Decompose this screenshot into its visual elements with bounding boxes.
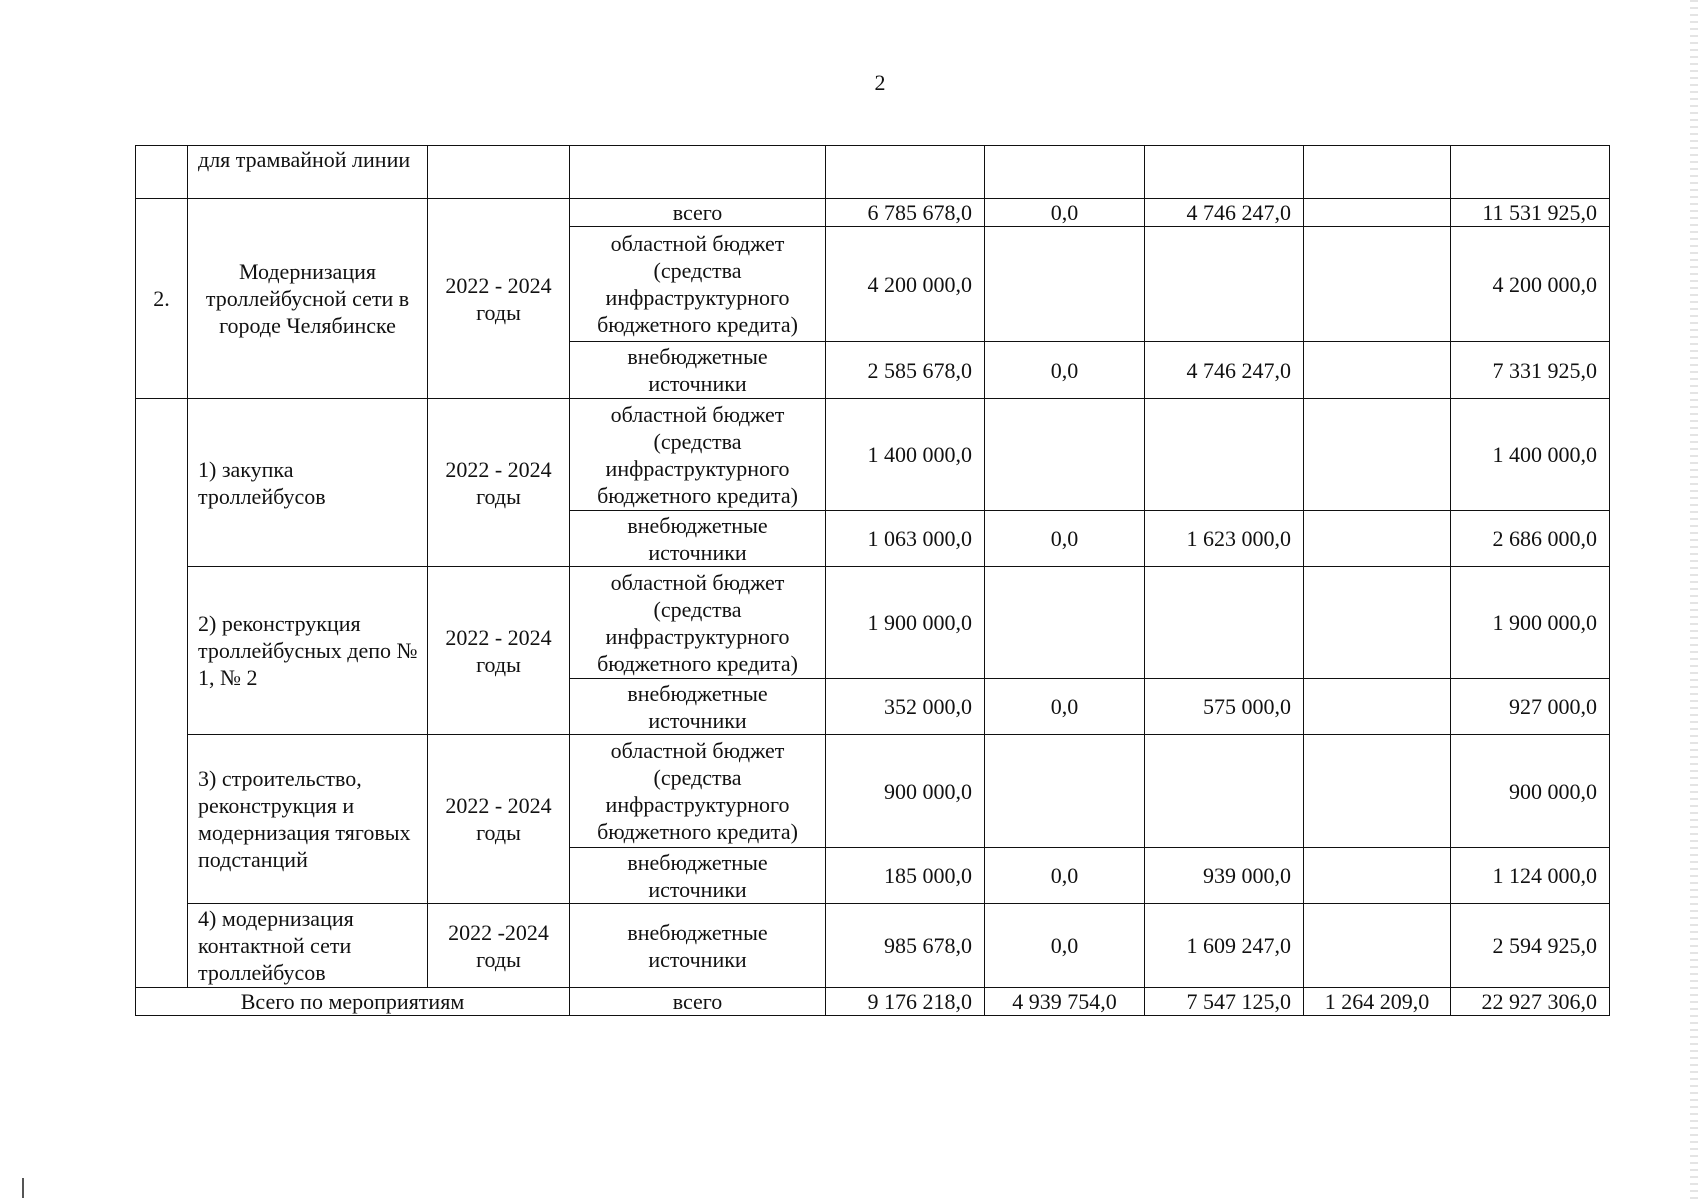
cell-value: 1 063 000,0 xyxy=(826,511,985,567)
cell-value: 6 785 678,0 xyxy=(826,199,985,227)
cell-total: 927 000,0 xyxy=(1451,679,1610,735)
cell-value: 1 400 000,0 xyxy=(826,399,985,511)
cell-value: 985 678,0 xyxy=(826,904,985,988)
cell-source: внебюджетные источники xyxy=(570,904,826,988)
cell-source: внебюджетные источники xyxy=(570,511,826,567)
cell-value xyxy=(1145,399,1304,511)
cell-value: 4 200 000,0 xyxy=(826,227,985,342)
cell-value: 0,0 xyxy=(985,679,1145,735)
page-number: 2 xyxy=(874,70,886,95)
cell-source: областной бюджет (средства инфраструктурного бюджетного кредита) xyxy=(570,399,826,511)
cell-event-name: Модернизация троллейбусной сети в городе Челябинске xyxy=(188,199,428,399)
table-row xyxy=(136,399,1610,511)
cell-event-name: 3) строительство, реконструкция и модернизация тяговых подстанций xyxy=(188,735,428,904)
cell-value: 9 176 218,0 xyxy=(826,988,985,1016)
cell-source: всего xyxy=(570,988,826,1016)
cell-number xyxy=(136,399,188,567)
cell-value xyxy=(1304,735,1451,848)
cell-value xyxy=(1304,904,1451,988)
cell-total: 2 594 925,0 xyxy=(1451,904,1610,988)
cell-value xyxy=(1145,227,1304,342)
cell-number xyxy=(136,735,188,904)
cell-total: 7 331 925,0 xyxy=(1451,342,1610,399)
cell-value: 1 609 247,0 xyxy=(1145,904,1304,988)
cell-total: 1 124 000,0 xyxy=(1451,848,1610,904)
cell-value xyxy=(1145,567,1304,679)
cell-value: 0,0 xyxy=(985,848,1145,904)
cell-source: внебюджетные источники xyxy=(570,679,826,735)
margin-mark xyxy=(22,1178,24,1198)
cell-value: 0,0 xyxy=(985,511,1145,567)
cell-value xyxy=(1304,511,1451,567)
cell-value: 4 939 754,0 xyxy=(985,988,1145,1016)
cell-value xyxy=(985,567,1145,679)
cell-value: 0,0 xyxy=(985,199,1145,227)
grand-total-label: Всего по мероприятиям xyxy=(136,988,570,1016)
cell-event-name: для трамвайной линии xyxy=(188,146,428,199)
cell-number: 2. xyxy=(136,199,188,399)
grand-total-row xyxy=(136,988,1610,1016)
cell-value xyxy=(1304,848,1451,904)
cell-period: 2022 - 2024 годы xyxy=(428,199,570,399)
cell-event-name: 4) модернизация контактной сети троллейбусов xyxy=(188,904,428,988)
cell-value: 1 900 000,0 xyxy=(826,567,985,679)
cell-value xyxy=(1304,567,1451,679)
cell-value: 2 585 678,0 xyxy=(826,342,985,399)
cell-period: 2022 - 2024 годы xyxy=(428,399,570,567)
cell-event-name: 1) закупка троллейбусов xyxy=(188,399,428,567)
cell-period: 2022 - 2024 годы xyxy=(428,567,570,735)
cell-source: областной бюджет (средства инфраструктурного бюджетного кредита) xyxy=(570,227,826,342)
cell-value: 185 000,0 xyxy=(826,848,985,904)
cell-value: 939 000,0 xyxy=(1145,848,1304,904)
cell-source: областной бюджет (средства инфраструктурного бюджетного кредита) xyxy=(570,567,826,679)
table-row xyxy=(136,735,1610,848)
cell-value: 4 746 247,0 xyxy=(1145,342,1304,399)
cell-value xyxy=(1145,735,1304,848)
cell-number xyxy=(136,146,188,199)
cell-value: 0,0 xyxy=(985,904,1145,988)
cell-total: 1 400 000,0 xyxy=(1451,399,1610,511)
table-row xyxy=(136,146,1610,199)
cell-source: всего xyxy=(570,199,826,227)
cell-period: 2022 -2024 годы xyxy=(428,904,570,988)
cell-value: 7 547 125,0 xyxy=(1145,988,1304,1016)
cell-number xyxy=(136,567,188,735)
table-row xyxy=(136,199,1610,227)
cell-value: 4 746 247,0 xyxy=(1145,199,1304,227)
cell-total: 11 531 925,0 xyxy=(1451,199,1610,227)
cell-total: 900 000,0 xyxy=(1451,735,1610,848)
cell-value: 1 264 209,0 xyxy=(1304,988,1451,1016)
table-row xyxy=(136,567,1610,679)
cell-period: 2022 - 2024 годы xyxy=(428,735,570,904)
cell-value: 0,0 xyxy=(985,342,1145,399)
cell-source: внебюджетные источники xyxy=(570,848,826,904)
cell-event-name: 2) реконструкция троллейбусных депо № 1, № 2 xyxy=(188,567,428,735)
cell-number xyxy=(136,904,188,988)
cell-total: 2 686 000,0 xyxy=(1451,511,1610,567)
financing-table xyxy=(135,145,1610,1016)
cell-value xyxy=(1304,679,1451,735)
cell-source: областной бюджет (средства инфраструктурного бюджетного кредита) xyxy=(570,735,826,848)
cell-value xyxy=(985,735,1145,848)
cell-value xyxy=(1304,399,1451,511)
cell-value: 900 000,0 xyxy=(826,735,985,848)
table-row xyxy=(136,904,1610,988)
cell-value xyxy=(985,399,1145,511)
cell-value xyxy=(1304,227,1451,342)
cell-total: 1 900 000,0 xyxy=(1451,567,1610,679)
cell-source: внебюджетные источники xyxy=(570,342,826,399)
cell-total: 4 200 000,0 xyxy=(1451,227,1610,342)
cell-value xyxy=(1304,199,1451,227)
cell-value: 575 000,0 xyxy=(1145,679,1304,735)
cell-value xyxy=(1304,342,1451,399)
cell-value xyxy=(985,227,1145,342)
scan-edge xyxy=(1690,0,1698,1200)
cell-value: 352 000,0 xyxy=(826,679,985,735)
cell-value: 1 623 000,0 xyxy=(1145,511,1304,567)
cell-total: 22 927 306,0 xyxy=(1451,988,1610,1016)
